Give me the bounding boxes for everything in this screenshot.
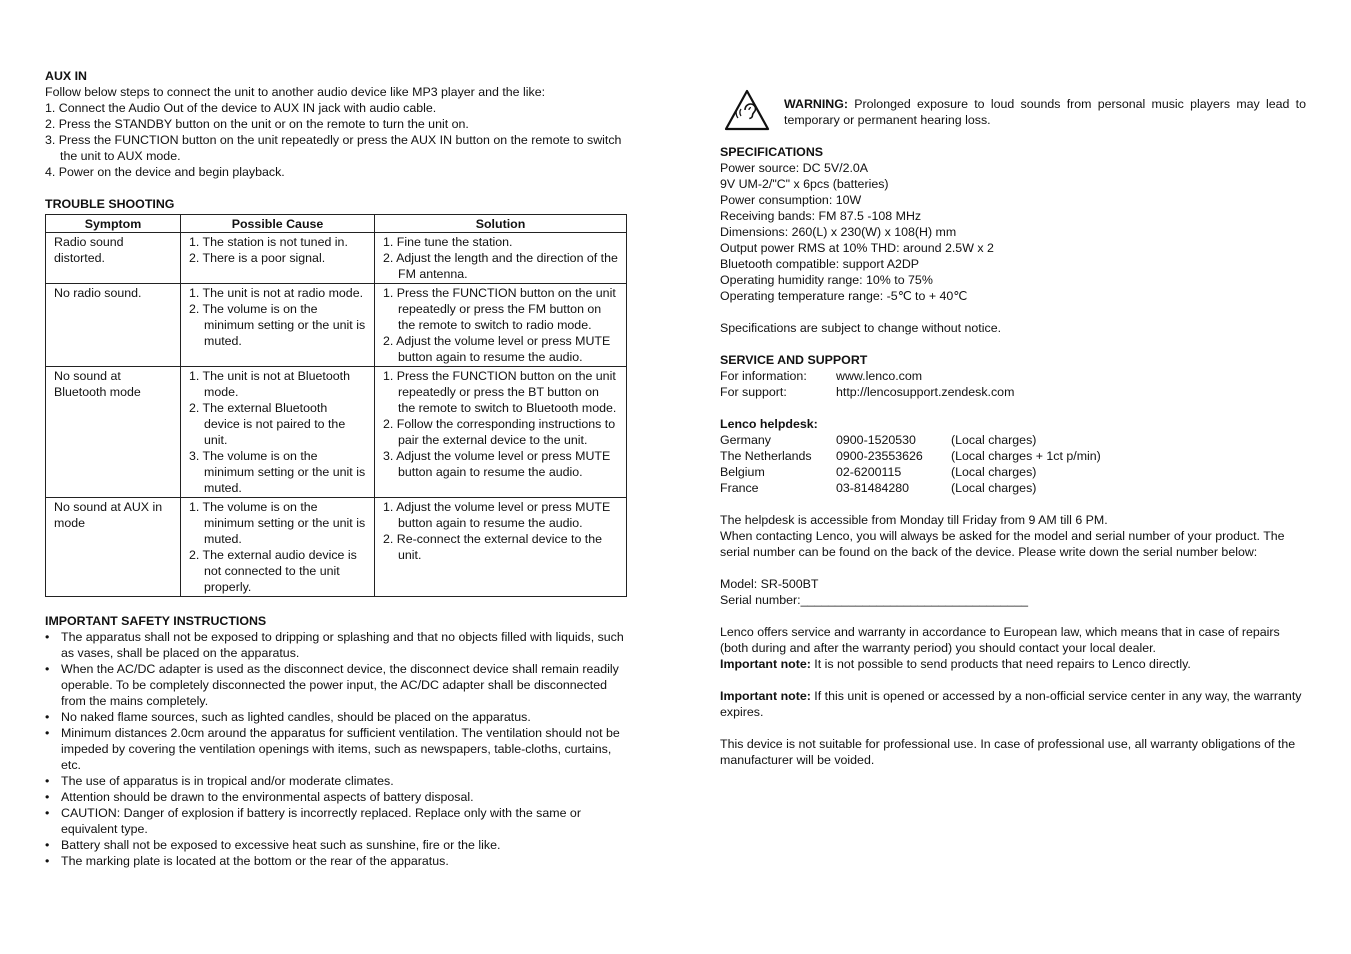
solution-item: 1. Adjust the volume level or press MUTE button again to resume the audio. <box>383 500 611 530</box>
helpdesk-country: Germany <box>720 433 771 447</box>
important-note-text: If this unit is opened or accessed by a non-official service center in any way, the warranty expires. <box>720 689 1302 719</box>
safety-text: The marking plate is located at the bottom or the rear of the apparatus. <box>61 854 449 868</box>
list-item: • CAUTION: Danger of explosion if battery is incorrectly replaced. Replace only with the same or equivalent type. <box>45 806 581 836</box>
service-row <box>720 384 1306 400</box>
troubleshooting-table <box>45 214 627 597</box>
helpdesk-row <box>720 432 1306 448</box>
cause-cell <box>181 498 375 597</box>
safety-text: Battery shall not be exposed to excessive heat such as sunshine, fire or the like. <box>61 838 501 852</box>
solution-cell <box>375 284 627 367</box>
symptom-cell: No sound at Bluetooth mode <box>46 367 181 498</box>
solution-item: 1. Press the FUNCTION button on the unit repeatedly or press the BT button on the remote to switch to Bluetooth mode. <box>383 369 617 415</box>
spec-line: Operating humidity range: 10% to 75% <box>720 273 933 287</box>
hearing-warning <box>720 96 1306 128</box>
spec-line: Bluetooth compatible: support A2DP <box>720 257 920 271</box>
helpdesk-charge: (Local charges) <box>951 465 1037 479</box>
header-symptom: Symptom <box>46 215 181 233</box>
solution-cell <box>375 367 627 498</box>
solution-item: 2. Re-connect the external device to the unit. <box>383 532 603 562</box>
aux-title: AUX IN <box>45 69 87 83</box>
list-item: • The marking plate is located at the bottom or the rear of the apparatus. <box>45 854 449 868</box>
safety-text: The apparatus shall not be exposed to dripping or splashing and that no objects filled with liquids, such as vases, shall be placed on the apparatus. <box>61 630 624 660</box>
solution-item: 2. Adjust the length and the direction of the FM antenna. <box>383 251 618 281</box>
service-label: For support: <box>720 385 787 399</box>
helpdesk-phone: 0900-23553626 <box>836 449 923 463</box>
solution-item: 2. Adjust the volume level or press MUTE button again to resume the audio. <box>383 334 611 364</box>
service-label: For information: <box>720 369 807 383</box>
aux-step: 4. Power on the device and begin playback. <box>45 165 285 179</box>
cause-item: 1. The unit is not at Bluetooth mode. <box>189 369 350 399</box>
cause-item: 1. The station is not tuned in. <box>189 235 348 249</box>
service-title: SERVICE AND SUPPORT <box>720 353 868 367</box>
helpdesk-row <box>720 480 1306 496</box>
aux-step: 3. Press the FUNCTION button on the unit repeatedly or press the AUX IN button on the remote to switch the unit to AUX mode. <box>45 133 622 163</box>
list-item: • No naked flame sources, such as lighted candles, should be placed on the apparatus. <box>45 710 531 724</box>
aux-intro: Follow below steps to connect the unit to another audio device like MP3 player and the like: <box>45 85 546 99</box>
table-header-row <box>46 215 627 233</box>
cause-item: 1. The volume is on the minimum setting or the unit is muted. <box>189 500 366 546</box>
cause-item: 2. There is a poor signal. <box>189 251 326 265</box>
solution-item: 2. Follow the corresponding instructions to pair the external device to the unit. <box>383 417 616 447</box>
specs-list <box>720 160 1306 304</box>
safety-text: CAUTION: Danger of explosion if battery is incorrectly replaced. Replace only with the same or equivalent type. <box>61 806 581 836</box>
table-row <box>46 498 627 597</box>
cause-item: 2. The external Bluetooth device is not paired to the unit. <box>189 401 346 447</box>
cause-item: 2. The volume is on the minimum setting or the unit is muted. <box>189 302 366 348</box>
cause-item: 1. The unit is not at radio mode. <box>189 286 364 300</box>
helpdesk-charge: (Local charges) <box>951 481 1037 495</box>
table-row <box>46 367 627 498</box>
important-note <box>720 656 1306 672</box>
helpdesk-country: The Netherlands <box>720 449 812 463</box>
helpdesk-title: Lenco helpdesk: <box>720 417 818 431</box>
helpdesk-hours: The helpdesk is accessible from Monday till Friday from 9 AM till 6 PM. <box>720 513 1108 527</box>
safety-text: No naked flame sources, such as lighted candles, should be placed on the apparatus. <box>61 710 531 724</box>
helpdesk-charge: (Local charges + 1ct p/min) <box>951 449 1101 463</box>
aux-step: 1. Connect the Audio Out of the device to AUX IN jack with audio cable. <box>45 101 437 115</box>
cause-cell <box>181 233 375 284</box>
warning-body: Prolonged exposure to loud sounds from personal music players may lead to temporary or permanent hearing loss. <box>784 97 1306 127</box>
solution-cell <box>375 498 627 597</box>
symptom-cell: No radio sound. <box>46 284 181 367</box>
helpdesk-contact: When contacting Lenco, you will always be asked for the model and serial number of your product. The serial number can be found on the back of the device. Please write down the serial number below: <box>720 529 1285 559</box>
model-line: Model: SR-500BT <box>720 577 819 591</box>
symptom-cell: No sound at AUX in mode <box>46 498 181 597</box>
important-note-label: Important note: <box>720 657 811 671</box>
service-website-link[interactable]: www.lenco.com <box>836 369 923 383</box>
list-item: • The apparatus shall not be exposed to dripping or splashing and that no objects filled with liquids, such as vases, shall be placed on the apparatus. <box>45 630 624 660</box>
safety-title: IMPORTANT SAFETY INSTRUCTIONS <box>45 614 267 628</box>
solution-item: 1. Press the FUNCTION button on the unit repeatedly or press the FM button on the remote to switch to radio mode. <box>383 286 616 332</box>
cause-item: 2. The external audio device is not connected to the unit properly. <box>189 548 357 594</box>
list-item: • Minimum distances 2.0cm around the apparatus for sufficient ventilation. The ventilation should not be impeded by covering the ventilation openings with items, such as newspapers, table-cloths, curtains, etc. <box>45 726 620 772</box>
cause-item: 3. The volume is on the minimum setting or the unit is muted. <box>189 449 366 495</box>
safety-text: Attention should be drawn to the environmental aspects of battery disposal. <box>61 790 474 804</box>
table-row <box>46 233 627 284</box>
helpdesk-row <box>720 464 1306 480</box>
helpdesk-country: Belgium <box>720 465 765 479</box>
solution-item: 3. Adjust the volume level or press MUTE button again to resume the audio. <box>383 449 611 479</box>
solution-item: 1. Fine tune the station. <box>383 235 513 249</box>
serial-line: Serial number:_________________________________ <box>720 593 1028 607</box>
warning-text <box>784 96 1306 128</box>
safety-list <box>45 629 627 869</box>
spec-line: Receiving bands: FM 87.5 -108 MHz <box>720 209 922 223</box>
list-item: • The use of apparatus is in tropical and/or moderate climates. <box>45 774 394 788</box>
spec-line: Power source: DC 5V/2.0A <box>720 161 869 175</box>
list-item: • Battery shall not be exposed to excessive heat such as sunshine, fire or the like. <box>45 838 501 852</box>
cause-cell <box>181 367 375 498</box>
solution-cell <box>375 233 627 284</box>
spec-line: Operating temperature range: -5℃ to + 40℃ <box>720 289 968 303</box>
safety-text: When the AC/DC adapter is used as the disconnect device, the disconnect device shall remain readily operable. To be completely disconnected the power input, the AC/DC adapter shall be disconnected from the mains completely. <box>61 662 619 708</box>
important-note-text: It is not possible to send products that need repairs to Lenco directly. <box>810 657 1191 671</box>
helpdesk-phone: 03-81484280 <box>836 481 910 495</box>
specs-note: Specifications are subject to change without notice. <box>720 321 1002 335</box>
right-column <box>720 96 1306 768</box>
table-row <box>46 284 627 367</box>
cause-cell <box>181 284 375 367</box>
spec-line: 9V UM-2/"C" x 6pcs (batteries) <box>720 177 889 191</box>
list-item: • Attention should be drawn to the environmental aspects of battery disposal. <box>45 790 474 804</box>
helpdesk-charge: (Local charges) <box>951 433 1037 447</box>
aux-step: 2. Press the STANDBY button on the unit or on the remote to turn the unit on. <box>45 117 469 131</box>
helpdesk-row <box>720 448 1306 464</box>
helpdesk-phone: 02-6200115 <box>836 465 902 479</box>
service-row <box>720 368 1306 384</box>
professional-use-note: This device is not suitable for professional use. In case of professional use, all warranty obligations of the manufacturer will be voided. <box>720 737 1296 767</box>
left-column <box>45 68 627 869</box>
helpdesk-phone: 0900-1520530 <box>836 433 916 447</box>
symptom-cell: Radio sound distorted. <box>46 233 181 284</box>
service-support-link[interactable]: http://lencosupport.zendesk.com <box>836 385 1015 399</box>
troubleshooting-title: TROUBLE SHOOTING <box>45 197 175 211</box>
important-note-label: Important note: <box>720 689 811 703</box>
safety-text: The use of apparatus is in tropical and/or moderate climates. <box>61 774 394 788</box>
header-cause: Possible Cause <box>181 215 375 233</box>
warranty-text: Lenco offers service and warranty in accordance to European law, which means that in case of repairs (both during and after the warranty period) you should contact your local dealer. <box>720 625 1280 655</box>
spec-line: Dimensions: 260(L) x 230(W) x 108(H) mm <box>720 225 957 239</box>
safety-text: Minimum distances 2.0cm around the apparatus for sufficient ventilation. The ventilation should not be impeded by covering the ventilation openings with items, such as newspapers, table-cloths, curtains, etc. <box>61 726 620 772</box>
hearing-warning-icon <box>723 88 771 132</box>
header-solution: Solution <box>375 215 627 233</box>
important-note <box>720 688 1306 720</box>
helpdesk-country: France <box>720 481 759 495</box>
warning-label: WARNING: <box>784 97 849 111</box>
spec-line: Power consumption: 10W <box>720 193 862 207</box>
list-item: • When the AC/DC adapter is used as the disconnect device, the disconnect device shall remain readily operable. To be completely disconnected the power input, the AC/DC adapter shall be disconnected from the mains completely. <box>45 662 619 708</box>
specs-title: SPECIFICATIONS <box>720 145 824 159</box>
aux-steps <box>45 100 627 180</box>
spec-line: Output power RMS at 10% THD: around 2.5W x 2 <box>720 241 994 255</box>
